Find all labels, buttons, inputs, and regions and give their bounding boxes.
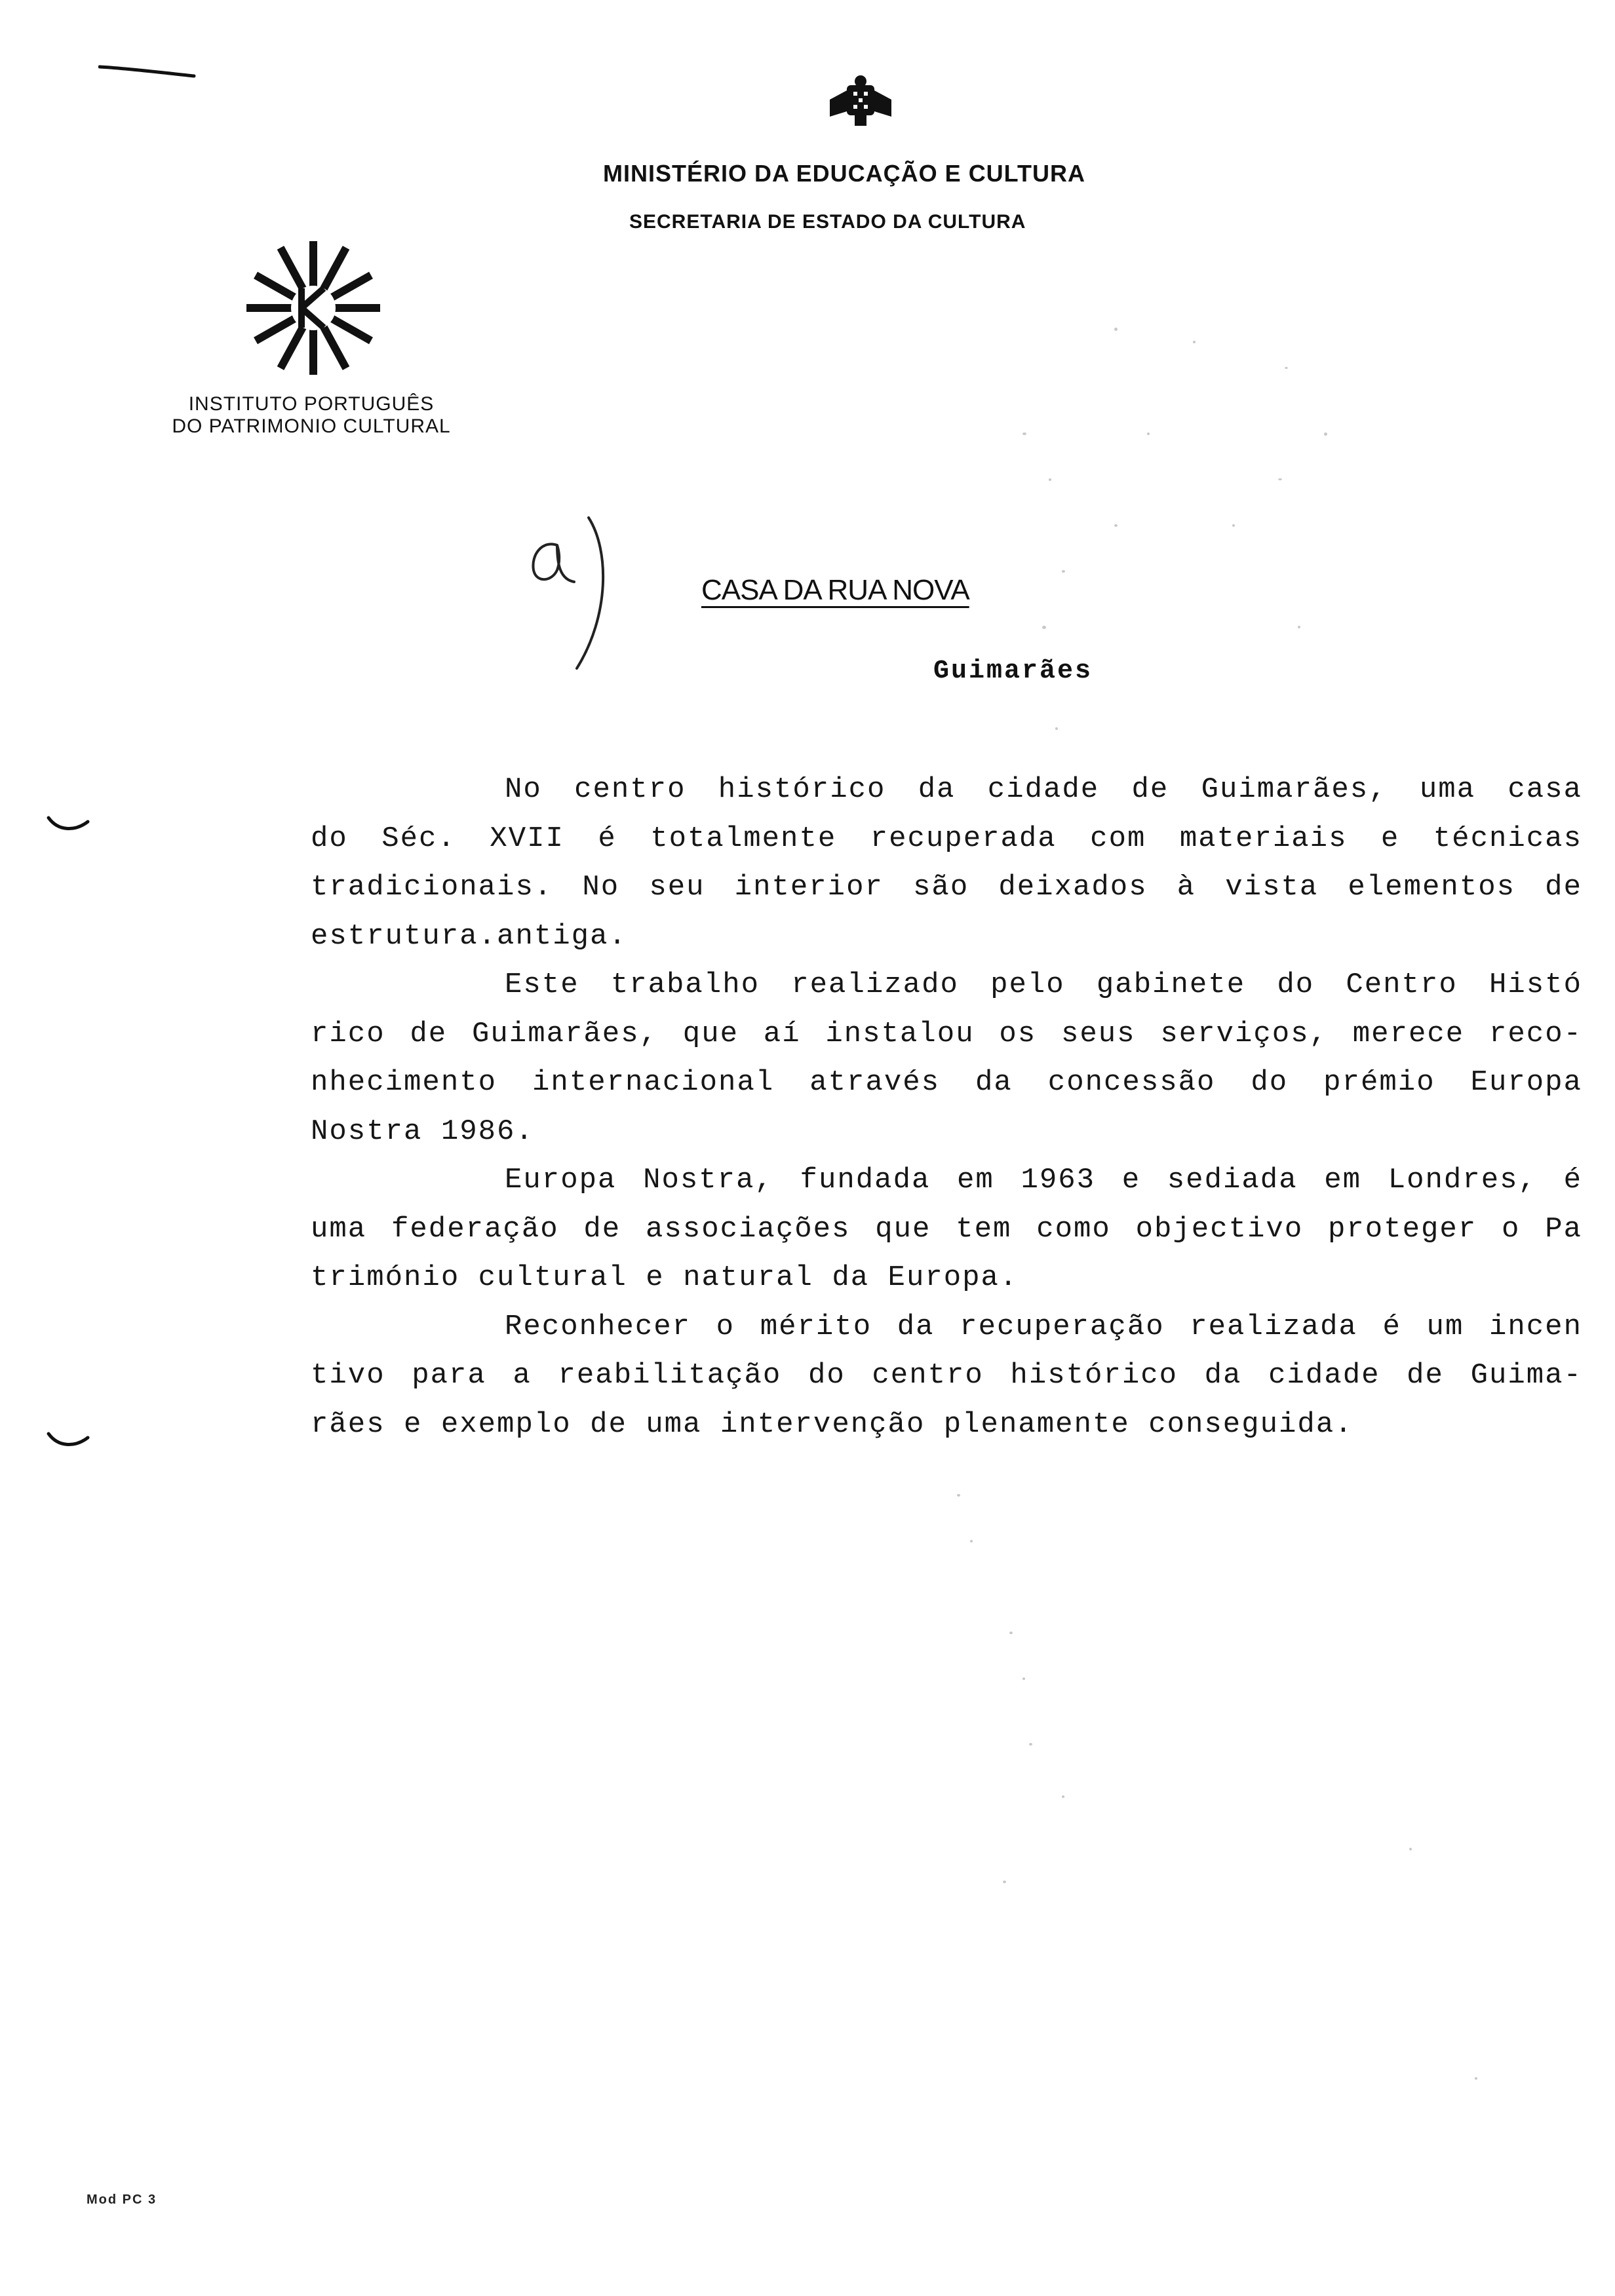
margin-mark xyxy=(46,1428,92,1455)
text-line: No centro histórico da cidade de Guimarães, uma casa xyxy=(505,773,1582,806)
form-code: Mod PC 3 xyxy=(87,2192,157,2207)
speckle xyxy=(1324,432,1327,436)
text-line: tradicionais. No seu interior são deixados à vista elementos de xyxy=(311,871,1582,904)
document-body xyxy=(311,765,1582,1449)
speckle xyxy=(1298,626,1300,628)
paragraph xyxy=(311,961,1582,1156)
speckle xyxy=(1278,478,1282,480)
text-line: nhecimento internacional através da concessão do prémio Europa xyxy=(311,1066,1582,1099)
text-line: tivo para a reabilitação do centro histórico da cidade de Guima- xyxy=(311,1359,1582,1392)
speckle xyxy=(1114,524,1118,527)
ministry-heading: MINISTÉRIO DA EDUCAÇÃO E CULTURA xyxy=(603,160,1085,187)
speckle xyxy=(1049,478,1051,481)
paragraph xyxy=(311,1303,1582,1449)
speckle xyxy=(1147,432,1150,435)
speckle xyxy=(957,1494,960,1497)
speckle xyxy=(1022,432,1026,435)
margin-mark xyxy=(46,813,92,839)
speckle xyxy=(1062,570,1065,573)
speckle xyxy=(1232,524,1235,527)
speckle xyxy=(1003,1881,1006,1883)
speckle xyxy=(1114,328,1118,331)
document-title: CASA DA RUA NOVA xyxy=(701,574,969,606)
speckle xyxy=(1062,1795,1064,1798)
text-line: rico de Guimarães, que aí instalou os seus serviços, merece reco- xyxy=(311,1017,1582,1050)
speckle xyxy=(970,1540,973,1542)
text-line: rães e exemplo de uma intervenção plenamente conseguida. xyxy=(311,1407,1353,1441)
handwritten-mark xyxy=(511,511,629,681)
document-place: Guimarães xyxy=(933,657,1093,686)
speckle xyxy=(1022,1677,1025,1680)
text-line: Reconhecer o mérito da recuperação realizada é um incen xyxy=(505,1310,1582,1343)
handwritten-mark-text: a) xyxy=(511,511,512,512)
text-line: Este trabalho realizado pelo gabinete do Centro Histó xyxy=(505,968,1582,1001)
speckle xyxy=(1009,1632,1013,1634)
text-line: Europa Nostra, fundada em 1963 e sediada em Londres, é xyxy=(505,1164,1582,1196)
speckle xyxy=(1055,727,1058,730)
text-line: do Séc. XVII é totalmente recuperada com materiais e técnicas xyxy=(311,822,1582,855)
institute-name-line2: DO PATRIMONIO CULTURAL xyxy=(172,415,451,437)
speckle xyxy=(1029,1743,1032,1746)
institute-name xyxy=(157,393,465,438)
coat-of-arms-icon xyxy=(825,73,897,128)
paragraph xyxy=(311,1156,1582,1303)
paragraph xyxy=(311,765,1582,961)
ippc-sunburst-logo-icon xyxy=(241,236,385,380)
text-line: Nostra 1986. xyxy=(311,1115,534,1148)
institute-name-line1: INSTITUTO PORTUGUÊS xyxy=(188,393,435,415)
text-line: estrutura.antiga. xyxy=(311,919,627,953)
speckle xyxy=(1193,341,1196,343)
speckle xyxy=(1475,2077,1477,2080)
text-line: uma federação de associações que tem como objectivo proteger o Pa xyxy=(311,1212,1582,1246)
secretaria-heading: SECRETARIA DE ESTADO DA CULTURA xyxy=(629,211,1026,233)
text-line: trimónio cultural e natural da Europa. xyxy=(311,1261,1019,1294)
speckle xyxy=(1285,367,1288,369)
speckle xyxy=(1042,626,1046,629)
speckle xyxy=(1409,1848,1412,1850)
pen-stroke-mark xyxy=(98,63,197,83)
